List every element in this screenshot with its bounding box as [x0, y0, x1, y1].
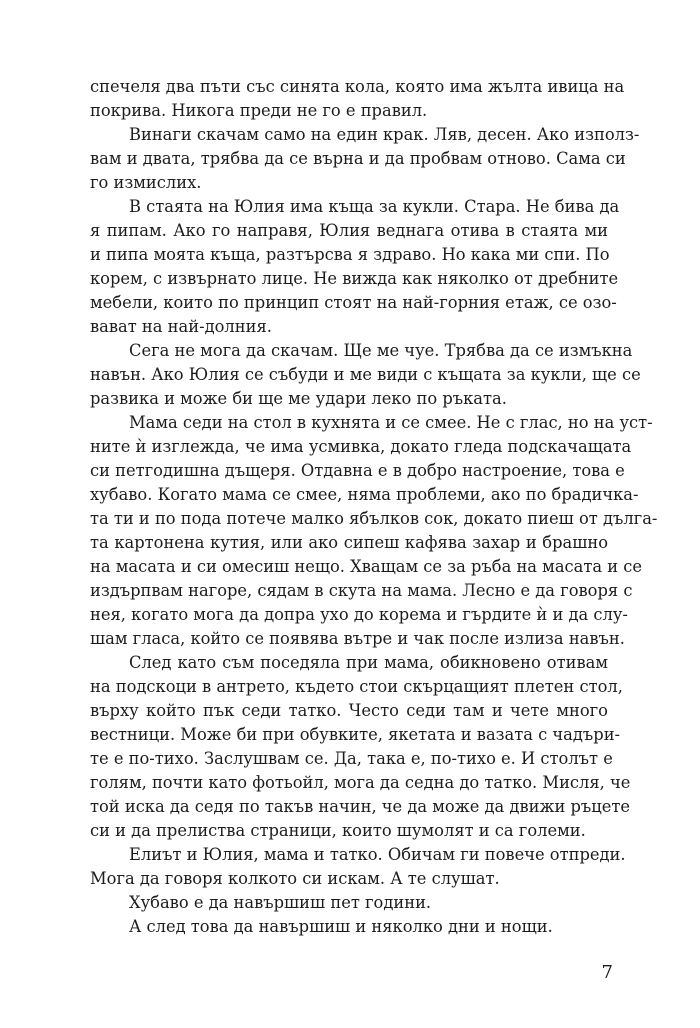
- text-line: спечеля два пъти със синята кола, която има жълта ивица на: [90, 77, 625, 96]
- text-line: я пипам. Ако го направя, Юлия веднага отива в стаята ми: [90, 221, 608, 240]
- paragraph: [90, 843, 626, 891]
- text-line: мебели, които по принцип стоят на най-горния етаж, се озо-: [90, 293, 617, 312]
- text-line: на подскоци в антрето, където стои скърцащият плетен стол,: [90, 677, 623, 696]
- text-line: Винаги скачам само на един крак. Ляв, десен. Ако използ-: [129, 125, 640, 144]
- text-line: вестници. Може би при обувките, якетата и вазата с чадъри-: [90, 725, 621, 744]
- text-line: Мога да говоря колкото си искам. А те слушат.: [90, 869, 500, 888]
- text-line: голям, почти като фотьойл, мога да седна до татко. Мисля, че: [90, 773, 631, 792]
- text-line: Мама седи на стол в кухнята и се смее. Не с глас, но на уст-: [129, 413, 653, 432]
- text-line: на масата и си омесиш нещо. Хващам се за ръба на масата и се: [90, 557, 643, 576]
- text-line: та картонена кутия, или ако сипеш кафява захар и брашно: [90, 533, 608, 552]
- text-line: те е по-тихо. Заслушвам се. Да, така е, по-тихо е. И столът е: [90, 749, 613, 768]
- text-line: нея, когато мога да допра ухо до корема и гърдите ѝ и да слу-: [90, 605, 628, 624]
- text-line: вам и двата, трябва да се върна и да пробвам отново. Сама си: [90, 149, 626, 168]
- text-line: вават на най-долния.: [90, 317, 272, 336]
- text-line: Сега не мога да скачам. Ще ме чуе. Трябва да се измъкна: [129, 341, 633, 360]
- paragraph: [90, 651, 631, 843]
- text-line: си петгодишна дъщеря. Отдавна е в добро настроение, това е: [90, 461, 625, 480]
- text-line: та ти и по пода потече малко ябълков сок, докато пиеш от дълга-: [90, 509, 658, 528]
- text-line: ните ѝ изглежда, че има усмивка, докато гледа подскачащата: [90, 437, 632, 456]
- paragraph: [90, 411, 658, 651]
- text-line: Хубаво е да навършиш пет години.: [129, 893, 432, 912]
- paragraph: [90, 915, 608, 939]
- paragraph: [90, 123, 640, 195]
- page-number: 7: [601, 962, 613, 983]
- text-line: и пипа моята къща, разтърсва я здраво. Но кака ми спи. По: [90, 245, 610, 264]
- text-line: навън. Ако Юлия се събуди и ме види с къщата за кукли, ще се: [90, 365, 641, 384]
- paragraph: [90, 195, 620, 339]
- text-line: върху който пък седи татко. Често седи там и чете много: [90, 701, 608, 720]
- text-line: След като съм поседяла при мама, обикновено отивам: [129, 653, 608, 672]
- text-line: той иска да седя по такъв начин, че да може да движи ръцете: [90, 797, 631, 816]
- paragraph: [90, 891, 608, 915]
- text-line: корем, с извърнато лице. Не вижда как няколко от дребните: [90, 269, 619, 288]
- text-line: шам гласа, който се появява вътре и чак после излиза навън.: [90, 629, 625, 648]
- text-line: А след това да навършиш и няколко дни и нощи.: [129, 917, 553, 936]
- paragraph: [90, 75, 625, 123]
- text-line: покрива. Никога преди не го е правил.: [90, 101, 428, 120]
- text-line: развика и може би ще ме удари леко по ръката.: [90, 389, 507, 408]
- text-line: В стаята на Юлия има къща за кукли. Стара. Не бива да: [129, 197, 620, 216]
- text-line: си и да прелиства страници, които шумолят и са големи.: [90, 821, 586, 840]
- text-line: хубаво. Когато мама се смее, няма проблеми, ако по брадичка-: [90, 485, 639, 504]
- text-line: го измислих.: [90, 173, 202, 192]
- paragraph: [90, 339, 641, 411]
- text-line: Елиът и Юлия, мама и татко. Обичам ги повече отпреди.: [129, 845, 626, 864]
- text-line: издърпвам нагоре, сядам в скута на мама. Лесно е да говоря с: [90, 581, 633, 600]
- page-body-text: [90, 75, 658, 939]
